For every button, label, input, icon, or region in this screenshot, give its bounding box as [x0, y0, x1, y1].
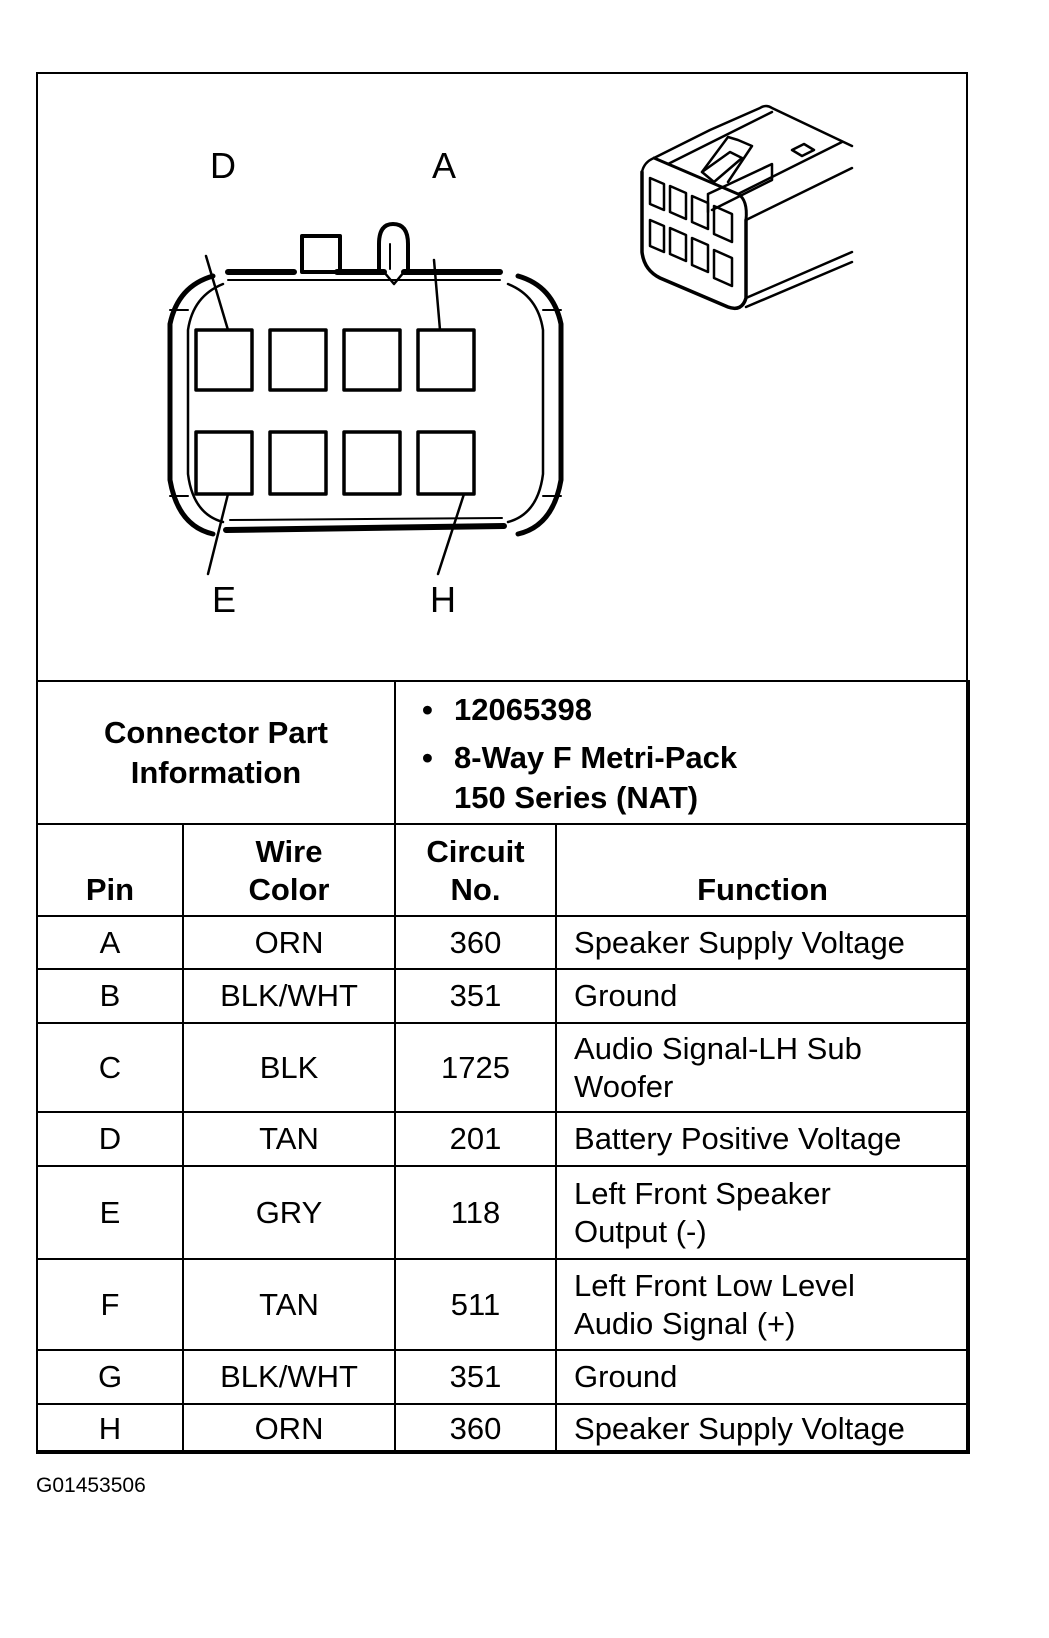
- cell-function: [556, 969, 969, 1023]
- cell-circuit: 351: [395, 1350, 556, 1404]
- figure-id: G01453506: [36, 1474, 146, 1497]
- cell-pin: G: [37, 1350, 183, 1404]
- cell-circuit: 351: [395, 969, 556, 1023]
- cell-function: [556, 1166, 969, 1259]
- cell-function-line1: Left Front Low Level: [574, 1267, 855, 1303]
- cell-function-line2: Output (-): [574, 1213, 707, 1249]
- connector-pinout-table: [36, 680, 970, 1454]
- connector-info-label-line1: Connector Part: [104, 714, 328, 750]
- pin-callout-d: D: [210, 145, 236, 186]
- header-circuit-line2: No.: [450, 872, 501, 907]
- cell-wire-color: GRY: [183, 1166, 395, 1259]
- cell-pin: C: [37, 1023, 183, 1112]
- cell-function: [556, 1023, 969, 1112]
- cell-circuit: 1725: [395, 1023, 556, 1112]
- connector-info-label: [37, 681, 395, 824]
- pin-callout-e: E: [212, 579, 237, 620]
- cell-function: [556, 916, 969, 969]
- header-circuit-no: [395, 824, 556, 916]
- header-function-text: Function: [697, 872, 828, 907]
- cell-wire-color: BLK/WHT: [183, 969, 395, 1023]
- cell-wire-color: TAN: [183, 1112, 395, 1166]
- cell-function: [556, 1259, 969, 1350]
- cell-pin: H: [37, 1404, 183, 1453]
- table-row: [37, 1023, 969, 1112]
- connector-info-label-line2: Information: [130, 754, 302, 790]
- cell-function-line1: Ground: [574, 1359, 678, 1394]
- header-circuit-line1: Circuit: [426, 834, 525, 869]
- cell-function-line1: Left Front Speaker: [574, 1175, 831, 1211]
- cell-function: [556, 1112, 969, 1166]
- header-pin-text: Pin: [85, 872, 135, 907]
- header-wire-color: [183, 824, 395, 916]
- cell-pin: D: [37, 1112, 183, 1166]
- table-row: [37, 916, 969, 969]
- cell-function-line1: Speaker Supply Voltage: [574, 1410, 905, 1446]
- cell-function-line1: Speaker Supply Voltage: [574, 924, 905, 960]
- header-wire-color-line1: Wire: [255, 834, 323, 869]
- table-header-row: [37, 824, 969, 916]
- cell-wire-color: BLK/WHT: [183, 1350, 395, 1404]
- cell-circuit: 201: [395, 1112, 556, 1166]
- connector-figure-frame: [36, 72, 968, 1452]
- table-row: [37, 969, 969, 1023]
- table-row: [37, 1166, 969, 1259]
- cell-circuit: 360: [395, 916, 556, 969]
- cell-pin: F: [37, 1259, 183, 1350]
- connector-diagram: [38, 74, 966, 680]
- cell-function-line1: Ground: [574, 978, 678, 1013]
- table-row: [37, 1404, 969, 1453]
- cell-wire-color: BLK: [183, 1023, 395, 1112]
- cell-circuit: 511: [395, 1259, 556, 1350]
- table-row: [37, 1259, 969, 1350]
- header-function: [556, 824, 969, 916]
- connector-info-values: [395, 681, 969, 824]
- cell-wire-color: ORN: [183, 916, 395, 969]
- cell-pin: A: [37, 916, 183, 969]
- cell-function-line2: Woofer: [574, 1068, 674, 1104]
- part-number: • 12065398: [454, 690, 968, 730]
- connector-face-drawing: [38, 74, 966, 680]
- connector-type-line1: • 8-Way F Metri-Pack: [454, 740, 738, 775]
- cell-pin: B: [37, 969, 183, 1023]
- cell-function-line2: Audio Signal (+): [574, 1305, 796, 1341]
- cell-wire-color: ORN: [183, 1404, 395, 1453]
- cell-function: [556, 1350, 969, 1404]
- cell-function-line1: Audio Signal-LH Sub: [574, 1030, 862, 1066]
- table-row: [37, 1112, 969, 1166]
- cell-circuit: 360: [395, 1404, 556, 1453]
- cell-function-line1: Battery Positive Voltage: [574, 1121, 902, 1156]
- pin-callout-h: H: [430, 579, 456, 620]
- connector-type: [454, 738, 968, 818]
- table-row: [37, 1350, 969, 1404]
- connector-info-list: [396, 690, 968, 818]
- connector-type-line2: 150 Series (NAT): [454, 780, 699, 815]
- pin-callout-a: A: [432, 145, 457, 186]
- connector-info-row: [37, 681, 969, 824]
- cell-function: [556, 1404, 969, 1453]
- cell-wire-color: TAN: [183, 1259, 395, 1350]
- header-pin: [37, 824, 183, 916]
- cell-pin: E: [37, 1166, 183, 1259]
- header-wire-color-line2: Color: [248, 872, 330, 907]
- cell-circuit: 118: [395, 1166, 556, 1259]
